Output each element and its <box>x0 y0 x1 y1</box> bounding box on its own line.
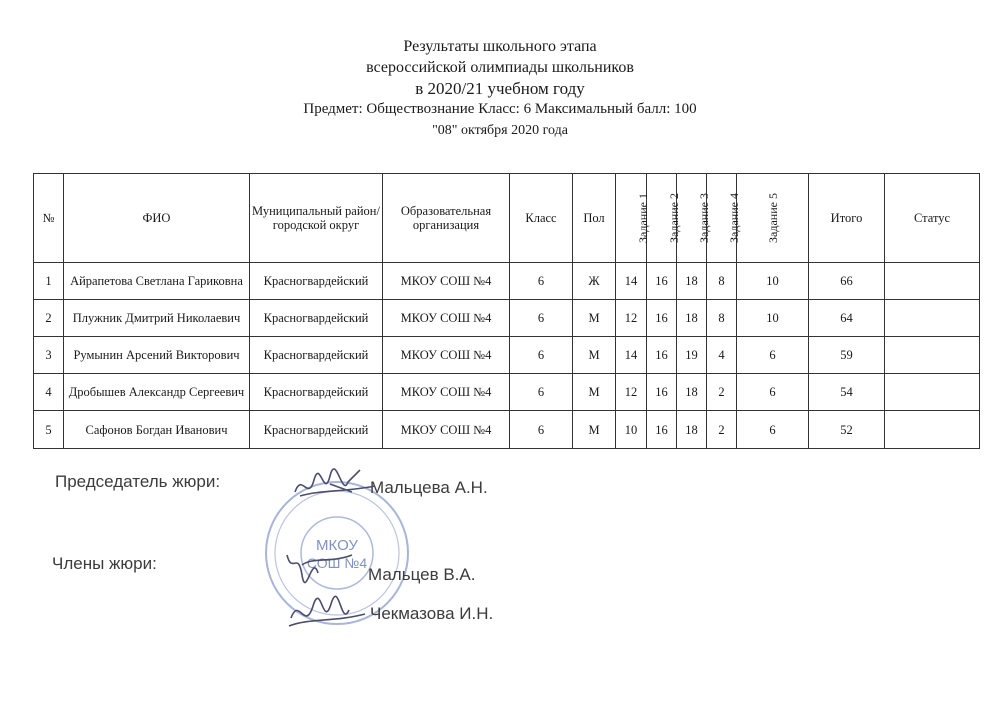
cell-num: 2 <box>34 300 64 337</box>
col-header-task3: Задание 3 <box>677 174 707 263</box>
cell-grade: 6 <box>510 337 573 374</box>
member1-signature <box>282 545 362 590</box>
member2-name: Чекмазова И.Н. <box>370 604 494 623</box>
table-row <box>34 300 980 337</box>
cell-status <box>885 411 980 449</box>
cell-org: МКОУ СОШ №4 <box>383 300 510 337</box>
cell-task1: 12 <box>616 300 647 337</box>
title-line-3: в 2020/21 учебном году <box>415 79 585 98</box>
table-row <box>34 263 980 300</box>
results-table <box>33 173 980 449</box>
cell-org: МКОУ СОШ №4 <box>383 374 510 411</box>
stamp-text-1: МКОУ <box>316 537 358 554</box>
col-header-task1: Задание 1 <box>616 174 647 263</box>
cell-org: МКОУ СОШ №4 <box>383 337 510 374</box>
col-header-grade: Класс <box>510 174 573 263</box>
table-row <box>34 411 980 449</box>
cell-task2: 16 <box>647 337 677 374</box>
cell-task5: 10 <box>737 263 809 300</box>
cell-fio: Сафонов Богдан Иванович <box>64 411 250 449</box>
cell-status <box>885 263 980 300</box>
col-header-sex: Пол <box>573 174 616 263</box>
cell-fio: Румынин Арсений Викторович <box>64 337 250 374</box>
cell-total: 64 <box>809 300 885 337</box>
table-header-row <box>34 174 980 263</box>
cell-task4: 8 <box>707 263 737 300</box>
cell-task2: 16 <box>647 263 677 300</box>
subject-line: Предмет: Обществознание Класс: 6 Максимальный балл: 100 <box>303 101 697 117</box>
col-header-total: Итого <box>809 174 885 263</box>
cell-fio: Плужник Дмитрий Николаевич <box>64 300 250 337</box>
cell-task5: 6 <box>737 337 809 374</box>
chair-signature <box>290 462 380 512</box>
col-header-num: № <box>34 174 64 263</box>
cell-status <box>885 300 980 337</box>
members-label: Члены жюри: <box>52 554 157 573</box>
cell-num: 3 <box>34 337 64 374</box>
col-header-task5: Задание 5 <box>737 174 809 263</box>
cell-org: МКОУ СОШ №4 <box>383 411 510 449</box>
cell-task2: 16 <box>647 374 677 411</box>
chair-name: Мальцева А.Н. <box>370 478 488 497</box>
col-header-org: Образовательная организация <box>383 174 510 263</box>
cell-total: 59 <box>809 337 885 374</box>
cell-task1: 14 <box>616 337 647 374</box>
cell-status <box>885 337 980 374</box>
cell-status <box>885 374 980 411</box>
cell-task1: 14 <box>616 263 647 300</box>
stamp-text-2: СОШ №4 <box>306 555 368 571</box>
cell-task3: 18 <box>677 263 707 300</box>
cell-grade: 6 <box>510 300 573 337</box>
cell-district: Красногвардейский <box>250 337 383 374</box>
member1-name: Мальцев В.А. <box>368 565 476 584</box>
table-row <box>34 374 980 411</box>
cell-sex: Ж <box>573 263 616 300</box>
cell-grade: 6 <box>510 411 573 449</box>
cell-task3: 18 <box>677 374 707 411</box>
cell-task2: 16 <box>647 411 677 449</box>
cell-sex: М <box>573 300 616 337</box>
col-header-fio: ФИО <box>64 174 250 263</box>
cell-task5: 6 <box>737 411 809 449</box>
cell-district: Красногвардейский <box>250 374 383 411</box>
cell-total: 66 <box>809 263 885 300</box>
col-header-district: Муниципальный район/городской округ <box>250 174 383 263</box>
cell-task1: 12 <box>616 374 647 411</box>
chair-label: Председатель жюри: <box>55 472 221 491</box>
cell-num: 5 <box>34 411 64 449</box>
cell-num: 4 <box>34 374 64 411</box>
document-header <box>0 36 1000 141</box>
table-row <box>34 337 980 374</box>
cell-task3: 18 <box>677 411 707 449</box>
cell-org: МКОУ СОШ №4 <box>383 263 510 300</box>
cell-task4: 2 <box>707 411 737 449</box>
cell-task4: 2 <box>707 374 737 411</box>
cell-num: 1 <box>34 263 64 300</box>
cell-task4: 4 <box>707 337 737 374</box>
date-line: "08" октября 2020 года <box>432 123 568 138</box>
col-header-task4: Задание 4 <box>707 174 737 263</box>
cell-task2: 16 <box>647 300 677 337</box>
member2-signature <box>285 588 370 638</box>
cell-total: 54 <box>809 374 885 411</box>
cell-sex: М <box>573 374 616 411</box>
cell-task4: 8 <box>707 300 737 337</box>
title-line-2: всероссийской олимпиады школьников <box>366 59 634 76</box>
cell-district: Красногвардейский <box>250 263 383 300</box>
col-header-task2: Задание 2 <box>647 174 677 263</box>
cell-grade: 6 <box>510 374 573 411</box>
cell-task5: 10 <box>737 300 809 337</box>
title-line-1: Результаты школьного этапа <box>403 38 597 55</box>
cell-district: Красногвардейский <box>250 411 383 449</box>
cell-task5: 6 <box>737 374 809 411</box>
cell-district: Красногвардейский <box>250 300 383 337</box>
cell-grade: 6 <box>510 263 573 300</box>
cell-total: 52 <box>809 411 885 449</box>
cell-fio: Айрапетова Светлана Гариковна <box>64 263 250 300</box>
cell-fio: Дробышев Александр Сергеевич <box>64 374 250 411</box>
cell-sex: М <box>573 411 616 449</box>
cell-sex: М <box>573 337 616 374</box>
cell-task1: 10 <box>616 411 647 449</box>
cell-task3: 19 <box>677 337 707 374</box>
col-header-status: Статус <box>885 174 980 263</box>
cell-task3: 18 <box>677 300 707 337</box>
